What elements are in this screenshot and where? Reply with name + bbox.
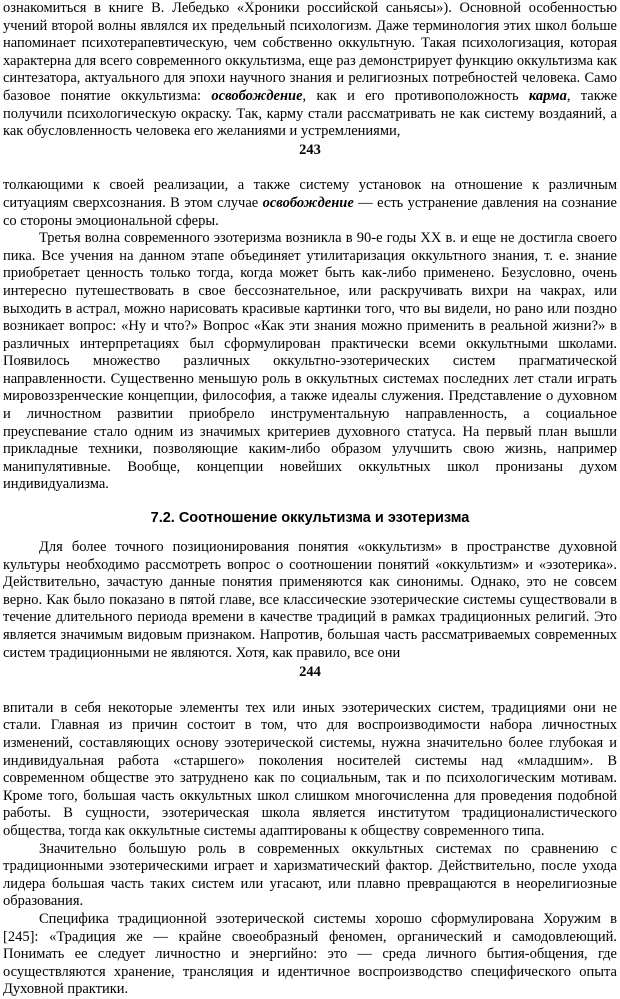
paragraph-charisma: Значительно большую роль в современных оккультных системах по сравнению с традиционными эзотерическими играет и харизматический фактор. Действительно, после ухода лидера большая часть таких систем или угасают, или плавно превращаются в неорелигиозные образования. [3, 840, 617, 910]
page-break-gap [3, 163, 617, 177]
section-heading: 7.2. Соотношение оккультизма и эзотеризма [150, 510, 470, 527]
paragraph-third-wave: Третья волна современного эзотеризма возникла в 90-е годы XX в. и еще не достигла своего пика. Все учения на данном этапе объединяет утилитаризация оккультного знания, т. е. знание приобретает ценность только тогда, когда может быть как-либо применено. Безусловно, очень интересно путешествовать в свое бессознательное, или раскручивать вихри на чакрах, или выходить в астрал, можно нарисовать красивые картинки того, что вы видели, но рано или поздно возникает вопрос: «Ну и что?» Вопрос «Как эти знания можно применить в реальной жизни?» в различных интерпретациях был сформулирован практически всеми оккультными школами. Появилось множество различных оккультно-эзотерических систем прагматической направленности. Существенно меньшую роль в оккультных системах последних лет стали играть мировоззренческие концепции, философия, а также идеалы служения. Представление о духовном и личностном развитии приобрело инструментальную направленность, а социальное преуспевание стало одним из значимых критериев духовного статуса. На первый план вышли прикладные техники, позволяющие каким-либо образом улучшить свою жизнь, например манипулятивные. Вообще, концепции новейших оккультных школ пронизаны духом индивидуализма. [3, 230, 617, 493]
term-liberation: освобождение [262, 194, 354, 211]
text-run: , как и его противоположность [302, 87, 529, 104]
text-run: — есть устранение давления на сознание со стороны эмоциональной сферы. [3, 194, 617, 229]
text-run: толкающими к своей реализации, а также систему установок на отношение к различным ситуациям сверхсознания. В этом случае [3, 177, 617, 211]
paragraph-occultism-vs-esoterism: Для более точного позиционирования понятия «оккультизм» в пространстве духовной культуры необходимо рассмотреть вопрос о соотношении понятий «оккультизм» и «эзотерика». Действительно, зачастую данные понятия применяются как синонимы. Однако, это не совсем верно. Как было показано в пятой главе, все классические эзотерические системы существовали в течение длительного периода времени в качестве традиций в рамках традиционных религий. Это является значимым видовым признаком. Напротив, большая часть рассматриваемых современных систем традиционными не являются. Хотя, как правило, все они [3, 539, 617, 661]
text-run: ознакомиться в книге В. Лебедько «Хроники российской саньясы»). Основной особенностью учений второй волны являлся их предельный психологизм. Даже терминология этих школ больше напоминает психотерапевтическую, чем собственно оккультную. Такая психологизация, которая характерна для всего современного оккультизма, еще раз демонстрирует функцию оккультизма как синтезатора, актуального для эпохи научного знания и религиозных потребностей человека. Само базовое понятие оккультизма: [3, 0, 617, 104]
page-number-243: 243 [299, 141, 321, 158]
term-liberation: освобождение [211, 87, 303, 104]
text-run: , также получили психологическую окраску. Так, карму стали рассматривать не как систему воздаяний, а как обусловленность человека его желаниями и устремлениями, [3, 87, 618, 140]
term-karma: карма [528, 87, 567, 104]
page-number-244: 244 [299, 664, 321, 681]
paragraph-second-wave [3, 0, 617, 141]
page-break-gap [3, 686, 617, 700]
paragraph-superconsciousness [3, 177, 617, 230]
paragraph-traditions: впитали в себя некоторые элементы тех или иных эзотерических систем, традициями они не стали. Главная из причин состоит в том, что для воспроизводимости набора личностных изменений, составляющих основу эзотерической системы, нужна значительно более глубокая и индивидуальная работа «старшего» поколения носителей системы над «младшим». В современном обществе это затруднено как по социальным, так и по психологическим мотивам. Кроме того, большая часть оккультных школ слишком многочисленна для проведения подобной работы. В сущности, эзотерическая школа является институтом традиционалистического общества, тогда как оккультные системы адаптированы к обществу современного типа. [3, 699, 617, 839]
paragraph-tradition-specifics: Специфика традиционной эзотерической системы хорошо сформулирована Хоружим в [245]: «Традиция же — крайне своеобразный феномен, органический и самодовлеющий. Понимать ее следует личностно и энергийно: это — среда личного бытия-общения, где осуществляются хранение, трансляция и идентичное воспроизводство специфического опыта Духовной практики. [3, 910, 617, 998]
